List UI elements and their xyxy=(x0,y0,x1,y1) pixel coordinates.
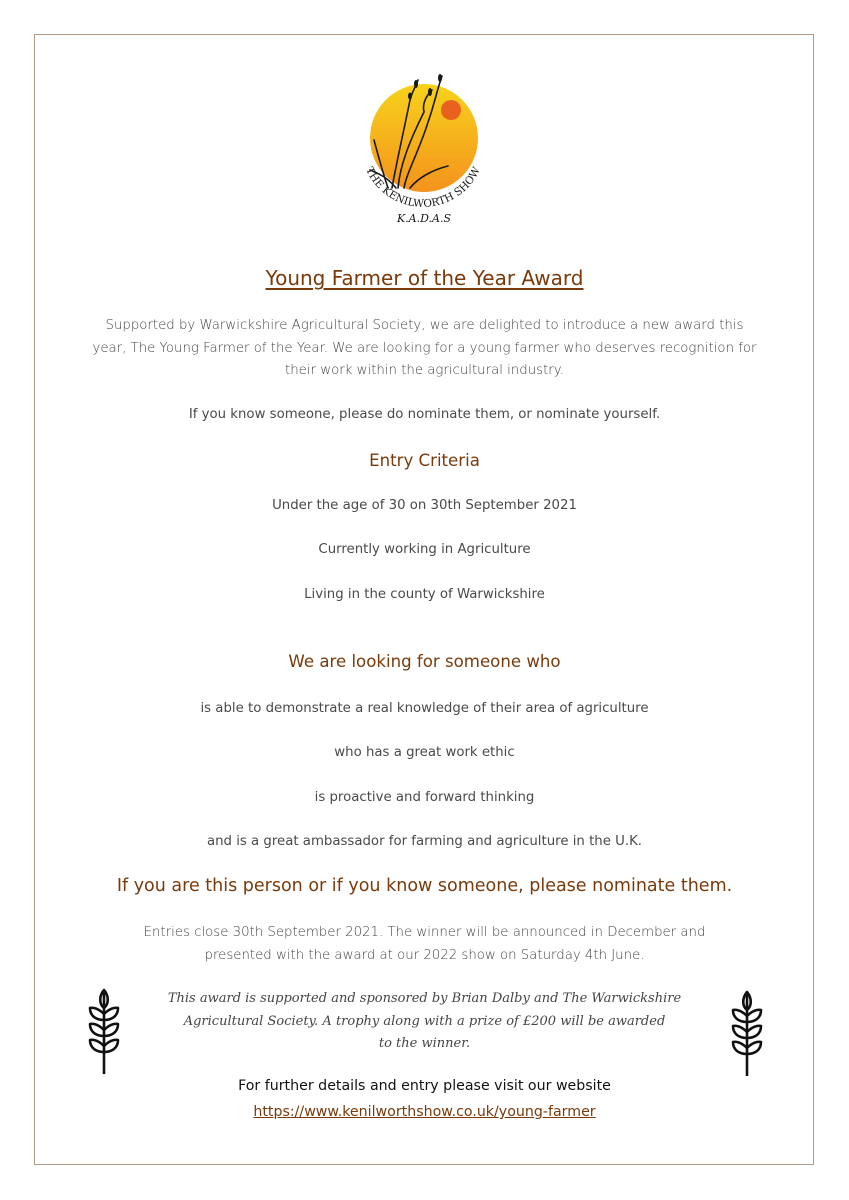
kenilworth-show-logo xyxy=(352,70,494,232)
looking-item: and is a great ambassador for farming and agriculture in the U.K. xyxy=(206,834,643,849)
small-sun xyxy=(441,100,461,120)
nominate-line: If you know someone, please do nominate them, or nominate yourself. xyxy=(188,407,661,422)
wheat-icon xyxy=(727,988,767,1078)
looking-item: is able to demonstrate a real knowledge of their area of agriculture xyxy=(200,701,649,716)
footer-details: For further details and entry please visit our website xyxy=(238,1078,611,1094)
logo-sub-text: K.A.D.A.S xyxy=(396,212,452,225)
page-title: Young Farmer of the Year Award xyxy=(265,266,584,290)
looking-item: is proactive and forward thinking xyxy=(314,790,535,805)
criteria-item: Under the age of 30 on 30th September 2021 xyxy=(272,498,577,513)
website-link[interactable]: https://www.kenilworthshow.co.uk/young-farmer xyxy=(253,1104,596,1120)
wheat-icon xyxy=(84,986,124,1076)
call-to-action: If you are this person or if you know someone, please nominate them. xyxy=(116,876,733,896)
looking-item: who has a great work ethic xyxy=(334,745,515,760)
looking-heading: We are looking for someone who xyxy=(288,652,561,671)
criteria-item: Living in the county of Warwickshire xyxy=(304,587,545,602)
criteria-heading: Entry Criteria xyxy=(369,451,480,470)
logo-ring-text: THE KENILWORTH SHOW xyxy=(363,165,483,211)
criteria-item: Currently working in Agriculture xyxy=(318,542,531,557)
intro-paragraph: Supported by Warwickshire Agricultural Society, we are delighted to introduce a new award this year, The Young Farmer of the Year. We are looking for a young farmer who deserves recognition for their work within the agricultural industry. xyxy=(92,318,757,378)
sponsor-paragraph: This award is supported and sponsored by Brian Dalby and The Warwickshire Agricultural Society. A trophy along with a prize of £200 will be awarded to the winner. xyxy=(167,991,682,1051)
closing-paragraph: Entries close 30th September 2021. The winner will be announced in December and presented with the award at our 2022 show on Saturday 4th June. xyxy=(143,925,706,963)
